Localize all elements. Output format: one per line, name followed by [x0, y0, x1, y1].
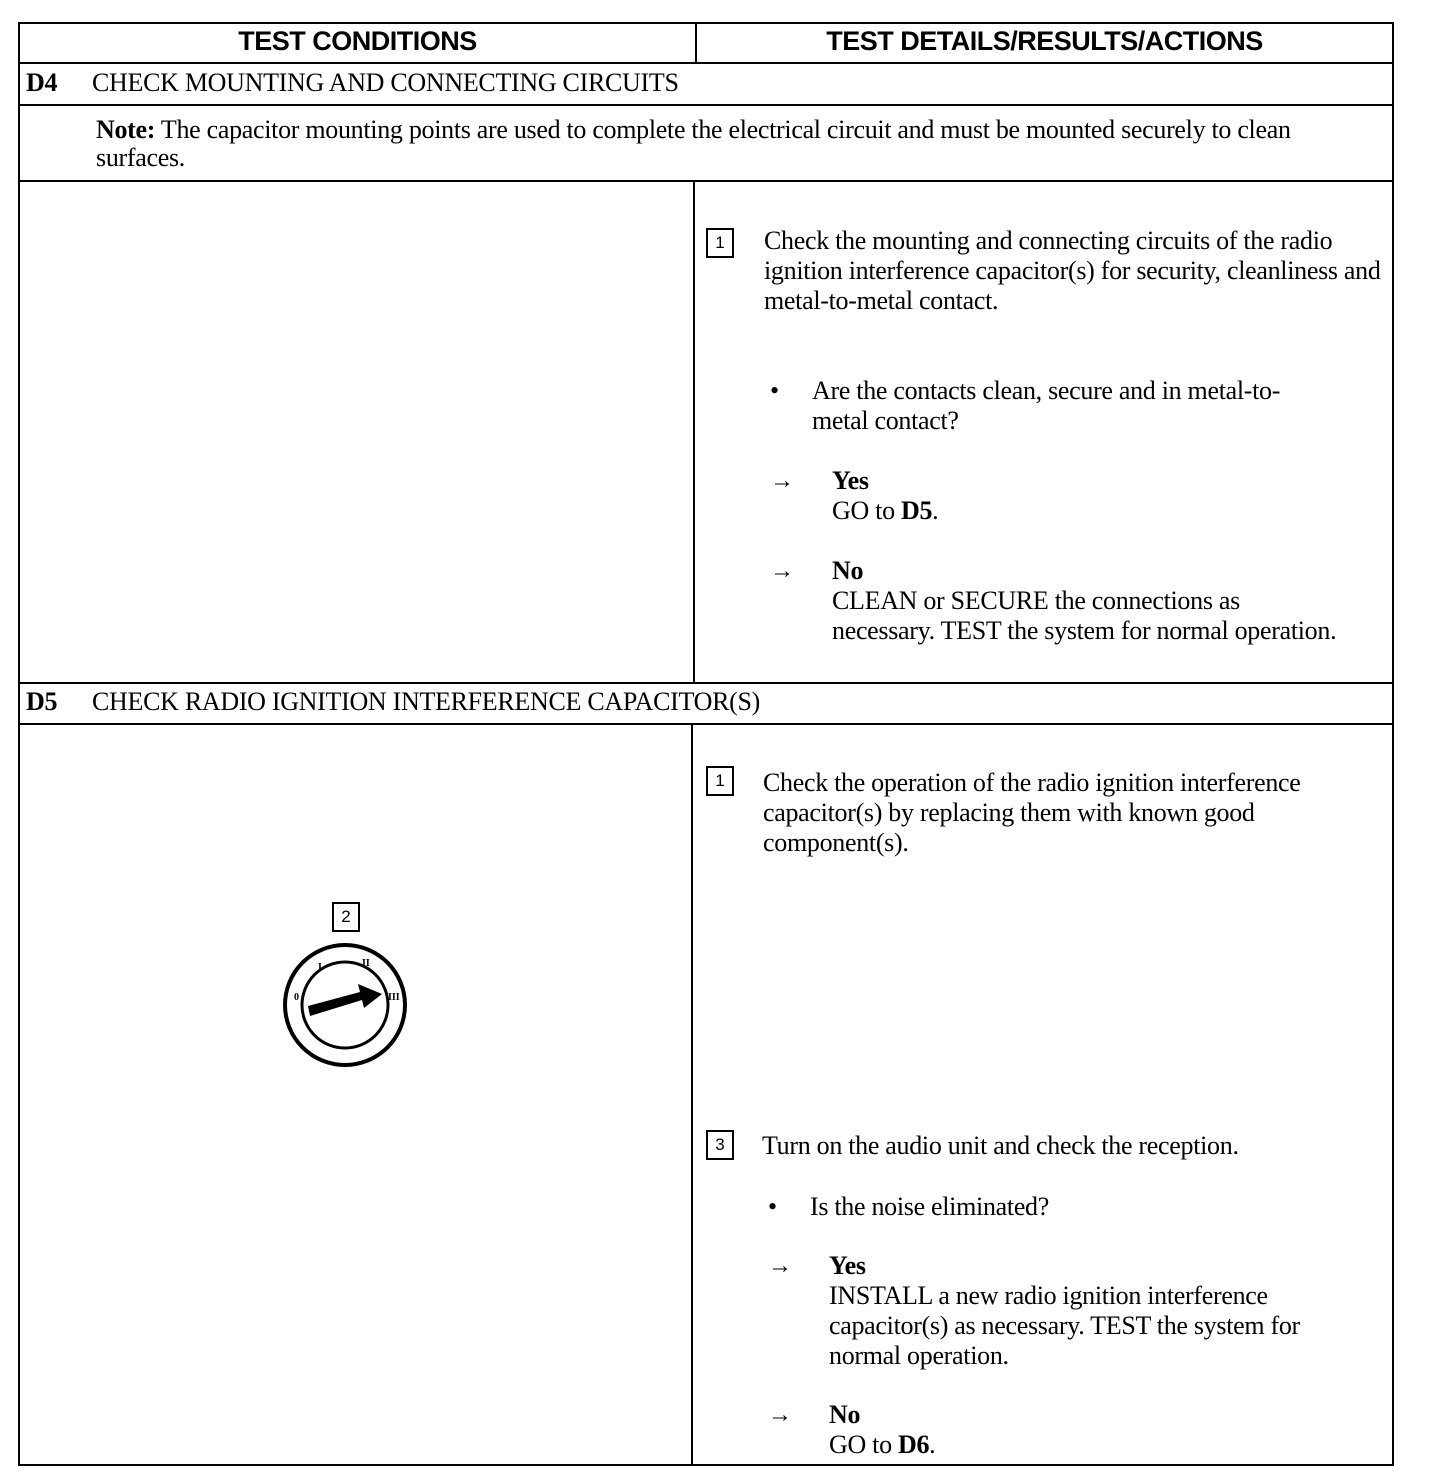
- d4-step1-text: Check the mounting and connecting circuits of the radio ignition interference capacitor(s) for security, cleanliness and metal-to-metal contact.: [764, 226, 1381, 315]
- d5-yes-action: INSTALL a new radio ignition interference capacitor(s) as necessary. TEST the system for normal operation.: [829, 1281, 1300, 1370]
- no-text: GO to: [829, 1430, 892, 1459]
- note-text: The capacitor mounting points are used to complete the electrical circuit and must be mounted securely to clean surfaces.: [96, 115, 1291, 172]
- period: .: [932, 496, 939, 525]
- arrow-right-icon: →: [768, 1402, 792, 1428]
- yes-label: Yes: [829, 1251, 866, 1280]
- bullet-icon: •: [770, 376, 779, 405]
- arrow-right-icon: →: [768, 1253, 792, 1279]
- d4-code: D4: [26, 68, 58, 97]
- d4-note: [96, 116, 1346, 172]
- step-number-box: 3: [706, 1130, 734, 1160]
- d4-title: CHECK MOUNTING AND CONNECTING CIRCUITS: [92, 68, 679, 97]
- ignition-switch-icon: [282, 942, 408, 1068]
- position-3: III: [388, 992, 400, 1003]
- d5-step3-text: Turn on the audio unit and check the reception.: [762, 1131, 1239, 1160]
- no-label: No: [832, 556, 864, 585]
- arrow-right-icon: →: [770, 468, 794, 494]
- bullet-icon: •: [768, 1192, 777, 1221]
- d5-question: Is the noise eliminated?: [810, 1192, 1050, 1221]
- yes-text: GO to: [832, 496, 895, 525]
- step-number-box: 1: [706, 766, 734, 796]
- header-test-conditions: TEST CONDITIONS: [238, 26, 477, 56]
- goto-d6-link[interactable]: D6: [897, 1430, 930, 1459]
- position-0: 0: [294, 992, 299, 1003]
- note-label: Note:: [96, 115, 156, 144]
- position-2: II: [362, 958, 370, 969]
- d4-no-action: CLEAN or SECURE the connections as necessary. TEST the system for normal operation.: [832, 586, 1337, 645]
- d5-title: CHECK RADIO IGNITION INTERFERENCE CAPACITOR(S): [92, 687, 760, 716]
- no-label: No: [829, 1400, 861, 1429]
- position-1: I: [318, 962, 322, 973]
- step-number-box: 2: [332, 902, 360, 932]
- d4-yes-action: [832, 496, 938, 526]
- d5-code: D5: [26, 687, 58, 716]
- d5-step1-text: Check the operation of the radio ignition interference capacitor(s) by replacing them with known good component(s).: [763, 768, 1301, 857]
- header-test-details: TEST DETAILS/RESULTS/ACTIONS: [826, 26, 1263, 56]
- yes-label: Yes: [832, 466, 869, 495]
- period: .: [929, 1430, 936, 1459]
- d4-question: Are the contacts clean, secure and in metal-to-metal contact?: [812, 376, 1281, 435]
- arrow-right-icon: →: [770, 558, 794, 584]
- d5-no-action: [829, 1430, 935, 1460]
- goto-d5-link[interactable]: D5: [900, 496, 933, 525]
- step-number-box: 1: [706, 228, 734, 258]
